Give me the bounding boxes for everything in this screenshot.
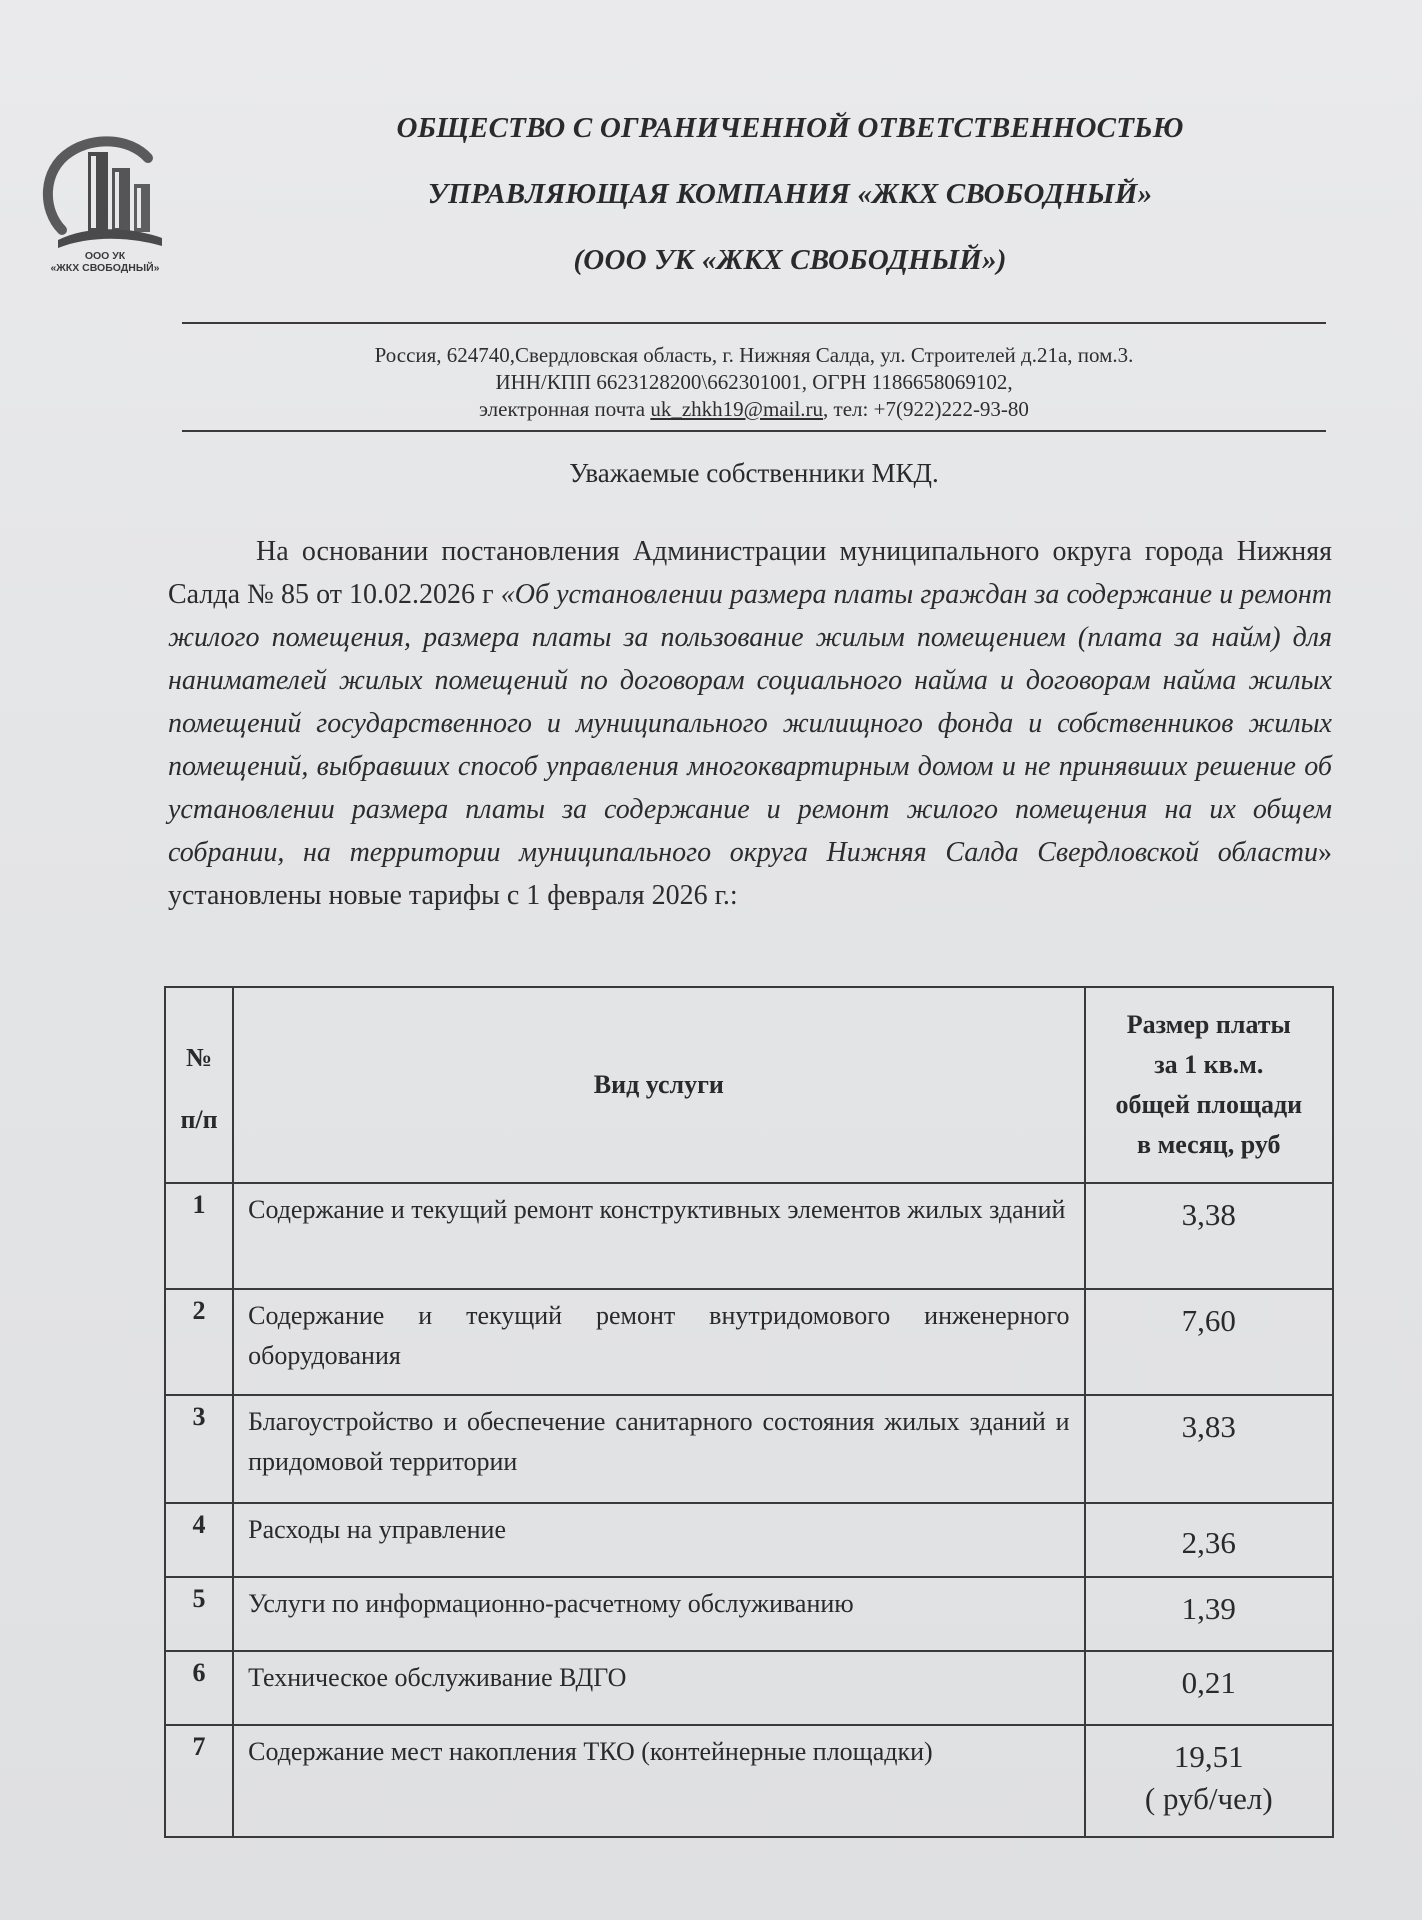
- table-row: [165, 1289, 1333, 1395]
- company-address: Россия, 624740,Свердловская область, г. Нижняя Салда, ул. Строителей д.21а, пом.3.: [374, 343, 1134, 367]
- org-title-line1: ОБЩЕСТВО С ОГРАНИЧЕННОЙ ОТВЕТСТВЕННОСТЬЮ: [396, 112, 1184, 144]
- row-number: 3: [165, 1395, 233, 1503]
- row-price: 1,39: [1085, 1577, 1333, 1651]
- row-service: Содержание мест накопления ТКО (контейнерные площадки): [233, 1725, 1084, 1837]
- header-rule-bottom: [182, 430, 1326, 432]
- org-title-line2: УПРАВЛЯЮЩАЯ КОМПАНИЯ «ЖКХ СВОБОДНЫЙ»: [427, 178, 1153, 210]
- row-price: 19,51: [1173, 1739, 1244, 1774]
- row-number: 1: [165, 1183, 233, 1289]
- table-row: [165, 1503, 1333, 1577]
- logo-caption-line1: ООО УК: [84, 250, 126, 262]
- header-price-line3: общей площади: [1115, 1090, 1303, 1119]
- intro-paragraph: [168, 530, 1332, 917]
- row-price-cell: [1085, 1725, 1333, 1837]
- email-link[interactable]: uk_zhkh19@mail.ru: [650, 397, 824, 421]
- table-row: [165, 1183, 1333, 1289]
- row-price-unit: ( руб/чел): [1144, 1781, 1273, 1816]
- row-service: Содержание и текущий ремонт внутридомового инженерного оборудования: [233, 1289, 1084, 1395]
- header-rule-top: [182, 322, 1326, 324]
- phone-text: , тел: +7(922)222-93-80: [823, 397, 1029, 421]
- tariffs-table: [164, 986, 1334, 1838]
- row-price: 3,83: [1085, 1395, 1333, 1503]
- row-price: 0,21: [1085, 1651, 1333, 1725]
- row-price: 7,60: [1085, 1289, 1333, 1395]
- company-registration-ids: ИНН/КПП 6623128200\662301001, ОГРН 1186658069102,: [495, 370, 1013, 394]
- row-service: Техническое обслуживание ВДГО: [233, 1651, 1084, 1725]
- table-header-row: [165, 987, 1333, 1183]
- row-service: Расходы на управление: [233, 1503, 1084, 1577]
- header-price-line2: за 1 кв.м.: [1154, 1050, 1264, 1079]
- row-number: 7: [165, 1725, 233, 1837]
- table-row: [165, 1577, 1333, 1651]
- header-price: [1085, 987, 1333, 1183]
- row-service: Услуги по информационно-расчетному обслуживанию: [233, 1577, 1084, 1651]
- table-row: [165, 1651, 1333, 1725]
- intro-tail: » установлены новые тарифы с 1 февраля 2026 г.:: [168, 837, 1332, 911]
- row-price: 3,38: [1085, 1183, 1333, 1289]
- greeting: Уважаемые собственники МКД.: [569, 458, 939, 488]
- row-number: 6: [165, 1651, 233, 1725]
- email-label: электронная почта: [479, 397, 651, 421]
- table-row: [165, 1725, 1333, 1837]
- header-number: [165, 987, 233, 1183]
- row-price: 2,36: [1085, 1503, 1333, 1577]
- header-price-line1: Размер платы: [1126, 1010, 1291, 1039]
- header-price-line4: в месяц, руб: [1137, 1130, 1281, 1159]
- row-service: Содержание и текущий ремонт конструктивных элементов жилых зданий: [233, 1183, 1084, 1289]
- row-number: 5: [165, 1577, 233, 1651]
- header-number-line1: №: [185, 1042, 213, 1072]
- decree-title: «Об установлении размера платы граждан за содержание и ремонт жилого помещения, размера платы за пользование жилым помещением (плата за найм) для нанимателей жилых помещений по договорам социального найма и договорам найма жилых помещений государственного и муниципального жилищного фонда и собственников жилых помещений, выбравших способ управления многоквартирным домом и не принявших решение об установлении размера платы за содержание и ремонт жилого помещения на их общем собрании, на территории муниципального округа Нижняя Салда Свердловской области: [168, 579, 1332, 868]
- row-service: Благоустройство и обеспечение санитарного состояния жилых зданий и придомовой территории: [233, 1395, 1084, 1503]
- logo-caption-line2: «ЖКХ СВОБОДНЫЙ»: [50, 262, 160, 274]
- company-contact-line: [182, 396, 1326, 423]
- org-title-line3: (ООО УК «ЖКХ СВОБОДНЫЙ»): [573, 244, 1007, 276]
- row-number: 2: [165, 1289, 233, 1395]
- row-number: 4: [165, 1503, 233, 1577]
- table-row: [165, 1395, 1333, 1503]
- header-number-line2: п/п: [180, 1104, 218, 1134]
- header-service: Вид услуги: [233, 987, 1084, 1183]
- intro-lead: На основании постановления Администрации муниципального округа города Нижняя Салда № 85 от 10.02.2026 г: [168, 536, 1332, 610]
